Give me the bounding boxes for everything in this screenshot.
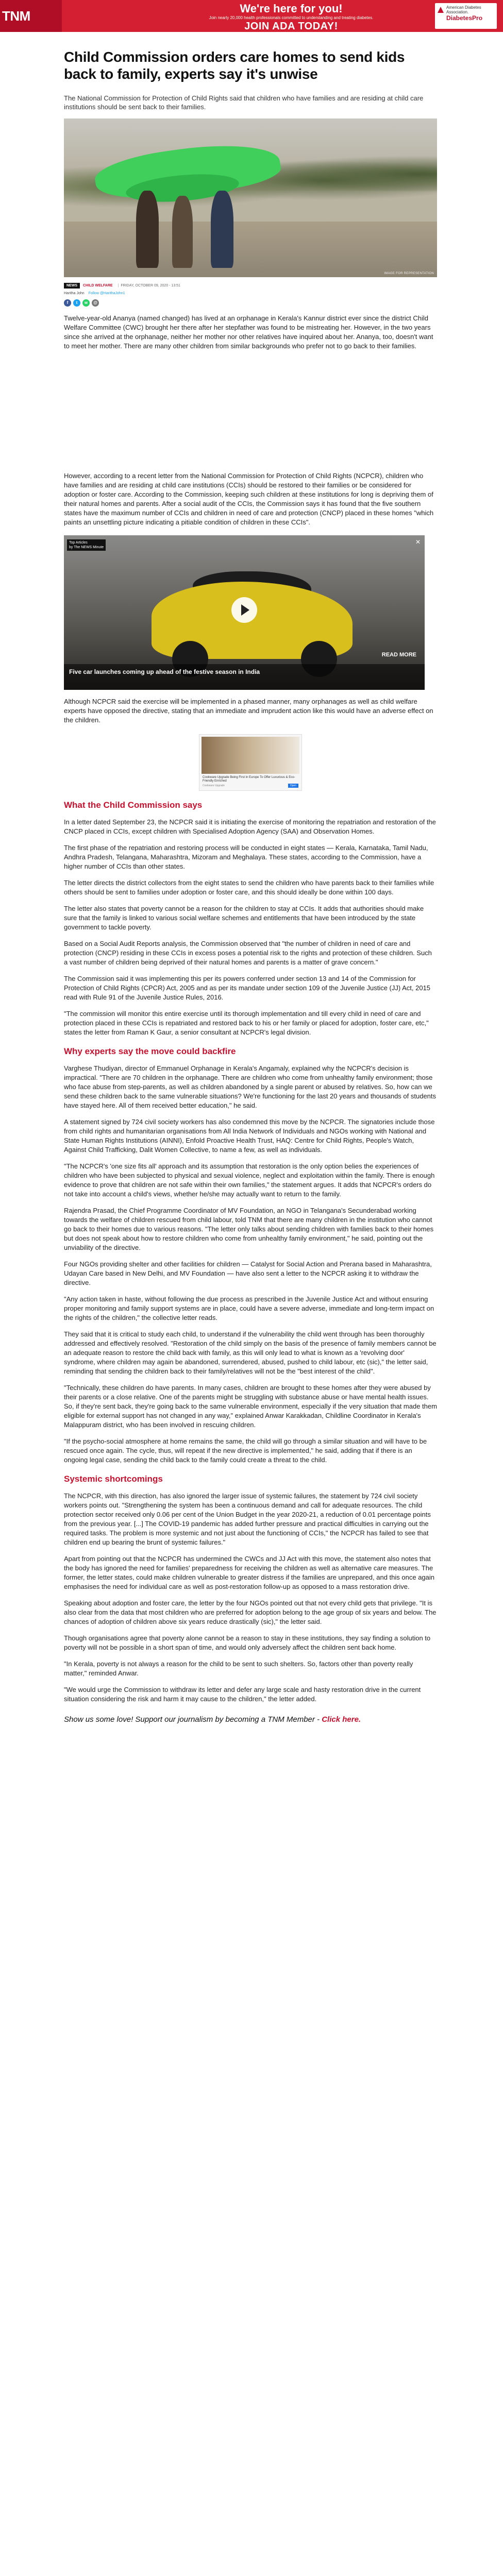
meta-separator: | — [118, 283, 119, 287]
paragraph: Though organisations agree that poverty alone cannot be a reason to stay in these institutions, they say finding a solution to poverty will not be possible in a short span of time, and would only adversely affect the children sent back home. — [64, 1634, 431, 1651]
logo-suffix: Minute — [2, 40, 41, 56]
close-icon[interactable]: ✕ — [415, 538, 421, 546]
ad-image — [202, 737, 299, 774]
section-tag[interactable]: CHILD WELFARE — [83, 283, 113, 287]
article-title: Child Commission orders care homes to send kids back to family, experts say it's unwise — [64, 49, 405, 82]
ad-space — [64, 351, 437, 464]
publish-date: FRIDAY, OCTOBER 09, 2020 - 13:51 — [121, 283, 180, 287]
category-badge[interactable]: NEWS — [64, 283, 80, 289]
paragraph: The letter also states that poverty cannot be a reason for the children to stay at CCIs. It adds that authorities should make sure that the family is linked to various social welfare schemes and entitlements that have been introduced by the state government to tackle poverty. — [64, 905, 424, 931]
paragraph: "The NCPCR's 'one size fits all' approach and its assumption that restoration is the only option belies the experiences of children who have been subjected to physical and sexual violence, neglect and exploitation within the family. There is enough evidence to prove that children are not safe within their own families," the statement argues. It adds that NCPCR's orders do not take into account a child's views, whether he/she may actually want to return to the family. — [64, 1162, 435, 1198]
triangle-icon — [438, 7, 444, 13]
share-bar — [64, 299, 437, 307]
site-logo[interactable] — [0, 0, 62, 56]
hero-child — [136, 191, 159, 268]
ad-cta-button[interactable]: JOIN ADA TODAY! — [244, 21, 338, 32]
twitter-icon[interactable]: t — [73, 299, 80, 307]
support-callout — [64, 1714, 437, 1725]
byline — [64, 292, 437, 295]
top-bar — [0, 0, 503, 56]
paragraph: A statement signed by 724 civil society workers has also condemned this move by the NCPCR. The signatories include those from child rights and humanitarian organisations from All India Network of Individuals and NGOs working with National and State Human Rights Institutions (AINNI), Enfold Proactive Health Trust, HAQ: Centre for Child Rights, People's Watch, Against Child Trafficking, Dalit Women Collective, to name a few, as well as individuals. — [64, 1118, 435, 1154]
whatsapp-icon[interactable]: w — [82, 299, 90, 307]
ada-brand-line1: American Diabetes Association. — [446, 5, 481, 14]
ad-open-button[interactable]: Open — [288, 784, 298, 788]
read-more-button[interactable]: READ MORE — [381, 652, 416, 658]
ada-brand-line2: DiabetesPro — [446, 14, 483, 22]
paragraph: However, according to a recent letter from the National Commission for Protection of Child Rights (NCPCR), children who have families and are residing at child care institutions (CCIs) should be restored to their families or be considered for adoption or foster care. According to the Commission, keeping such children at these institutions for long is depriving them of their natural homes and parents. After a social audit of the CCIs, the Commission says it has found that the five southern states have the maximum number of CCIs and children in need of care and protection (CNCP) placed in these homes "which paints an unsettling picture indicating a pitiable condition of children in these CCIs". — [64, 472, 434, 526]
paragraph: The first phase of the repatriation and restoring process will be conducted in eight states — Kerala, Karnataka, Tamil Nadu, Andhra Pradesh, Telangana, Maharashtra, Mizoram and Meghalaya. These states, according to the Commission, have a higher number of CCIs than other states. — [64, 844, 428, 870]
top-articles-label — [67, 539, 106, 551]
hero-ground — [64, 222, 437, 277]
paragraph: In a letter dated September 23, the NCPCR said it is initiating the exercise of monitoring the repatriation and restoration of the CNCP placed in CCIs, except children with Specialised Adoption Agency (SAA) and Observation Homes. — [64, 818, 436, 835]
paragraph: Based on a Social Audit Reports analysis, the Commission observed that "the number of children in need of care and protection (CNCP) residing in these CCIs in excess poses a potential risk to the rights and protection of these children. Such a vast number of children being deprived of their natural homes and parents is a matter of grave concern." — [64, 940, 432, 966]
inline-ad[interactable] — [199, 734, 302, 791]
paragraph: Although NCPCR said the exercise will be implemented in a phased manner, many orphanages as well as child welfare experts have opposed the directive, stating that an immediate and imprudent action like this would have an adverse effect on the children. — [64, 698, 433, 724]
image-credit: IMAGE FOR REPRESENTATION — [384, 272, 434, 275]
support-link[interactable]: Click here. — [322, 1715, 361, 1724]
article-body — [64, 314, 437, 1725]
ada-logo — [435, 3, 497, 29]
article-meta — [64, 281, 437, 290]
section-heading: Why experts say the move could backfire — [64, 1046, 236, 1056]
ad-title: Cookware Upgrade Being First in Europe To Offer Luxurious & Eco-Friendly Enriched — [203, 776, 295, 783]
article — [64, 32, 437, 1725]
email-icon[interactable]: @ — [92, 299, 99, 307]
top-articles-title: Top Articles — [69, 541, 88, 545]
support-text: Show us some love! Support our journalism by becoming a TNM Member - — [64, 1715, 322, 1724]
twitter-follow-link[interactable]: Follow @HarithaJohn1 — [88, 292, 125, 295]
paragraph: Speaking about adoption and foster care, the letter by the four NGOs pointed out that not every child gets that privilege. "It is also clear from the data that most children who are preferred for adoption belong to the age group of six years and below. The chances of adoption of children above six years reduce drastically (sic)," the letter said. — [64, 1599, 437, 1625]
paragraph: Twelve-year-old Ananya (named changed) has lived at an orphanage in Kerala's Kannur district ever since the district Child Welfare Committee (CWC) brought her there after her stepfather was found to be mistreating her. However, in the two years since she arrived at the orphanage, neither her mother nor other relatives have inquired about her. Ananya, too, doesn't want to meet her mother. There are many other children from similar backgrounds who prefer not to go back to their families. — [64, 314, 433, 350]
section-heading: Systemic shortcomings — [64, 1474, 163, 1484]
facebook-icon[interactable]: f — [64, 299, 71, 307]
ad-banner[interactable] — [62, 0, 503, 32]
paragraph: Apart from pointing out that the NCPCR has undermined the CWCs and JJ Act with this move, the statement also notes that the body has ignored the need for families' preparedness for receiving the children as well as alternative care measures. The former, the letter states, could make children vulnerable to greater distress if the families are unprepared, and this once again emphasises the need for individual care as well as post-restoration follow-up as opposed to a mass restoration drive. — [64, 1555, 434, 1590]
article-deck: The National Commission for Protection of Child Rights said that children who have families and are residing at child care institutions should be sent back to their families. — [64, 94, 424, 111]
video-player[interactable] — [64, 535, 425, 690]
paragraph: Four NGOs providing shelter and other facilities for children — Catalyst for Social Action and Prerana based in Maharashtra, Udayan Care based in New Delhi, and MV Foundation — have also sent a letter to the NCPCR asking it to withdraw the directive. — [64, 1260, 432, 1286]
paragraph: The Commission said it was implementing this per its powers conferred under section 13 and 14 of the Commission for Protection of Child Rights (CPCR) Act, 2005 and as per its mandate under section 109 of the Juvenile Justice (JJ) Act, 2015 read with Rule 91 of the Juvenile Justice Rules, 2016. — [64, 975, 431, 1001]
hero-child — [211, 191, 233, 268]
section-heading: What the Child Commission says — [64, 800, 203, 810]
play-icon[interactable] — [231, 597, 257, 623]
paragraph: "Any action taken in haste, without following the due process as prescribed in the Juvenile Justice Act and without ensuring proper monitoring and family support systems are in place, could have a severe adverse, immediate and long-term impact on the rights of the children," the collective letter reads. — [64, 1295, 434, 1321]
hero-image — [64, 118, 437, 277]
hero-child — [172, 196, 193, 268]
paragraph: "We would urge the Commission to withdraw its letter and defer any large scale and hasty restoration drive in the current situation considering the risk and harm it may cause to the children," the letter added. — [64, 1686, 421, 1703]
paragraph: Varghese Thudiyan, director of Emmanuel Orphanage in Kerala's Angamaly, explained why the NCPCR's decision is impractical. "There are 70 children in the orphanage. There are children who come from unhealthy family environment; those who face abuse from step-parents, as well as children abandoned by a single parent or abused by relatives. So, how can we send these children back to the same vulnerable situations? We're functioning for the last 20 years and thousands of students have stayed here. All of them received better education," he said. — [64, 1064, 437, 1109]
video-caption: Five car launches coming up ahead of the festive season in India — [64, 664, 425, 690]
top-articles-sub: by The NEWS Minute — [69, 546, 104, 549]
ad-subline: Join nearly 20,000 health professionals committed to understanding and treating diabetes. — [209, 15, 374, 20]
ad-headline: We're here for you! — [240, 2, 343, 15]
paragraph: They said that it is critical to study each child, to understand if the vulnerability the child went through has been thoroughly addressed and effectively resolved. "Restoration of the child simply on the basis of the presence of family members cannot be an adequate reason to restore the child back with family, as this will only lead to what is known as a 'revolving door' syndrome, where children may again be abandoned, surrendered, abused, pushed to child labour, etc (sic)," the letter said, reminding that sending the children back to their family/relatives will not be the "best interest of the child". — [64, 1330, 437, 1375]
paragraph: "Technically, these children do have parents. In many cases, children are brought to these homes after they were abused by their parents or a close relative. One of the parents might be struggling with substance abuse or have mental health issues. So, if they're sent back, they're going back to the same vulnerable environment, especially if the very situation that made them eligible for external support has not changed in any way," explained Anwar Karakkadan, Childline Coordinator in Kerala's Malappuram district, who has been involved in rescuing children. — [64, 1384, 437, 1429]
paragraph: "In Kerala, poverty is not always a reason for the child to be sent to such shelters. So, factors other than poverty really matter," reminded Anwar. — [64, 1660, 413, 1677]
paragraph: "The commission will monitor this entire exercise until its thorough implementation and till every child in need of care and protection placed in these CCIs is repatriated and restored back to his or her family or placed for adoption, foster care, etc," states the letter from Raman K Gaur, a senior consultant at NCPCR's legal division. — [64, 1010, 429, 1036]
paragraph: The letter directs the district collectors from the eight states to send the children who have parents back to their families while others should be sent to families under adoption or foster care, and this should ideally be done within 100 days. — [64, 879, 434, 896]
paragraph: Rajendra Prasad, the Chief Programme Coordinator of MV Foundation, an NGO in Telangana's Secunderabad working towards the welfare of children rescued from child labour, told TNM that there are many children in the institution who cannot go back to their homes due to various reasons. "The letter only talks about sending children with families back to their homes but does not speak about how to restore children who come from unhealthy family environment," he said, pointing out the unviability of the directive. — [64, 1207, 434, 1251]
paragraph: "If the psycho-social atmosphere at home remains the same, the child will go through a similar situation and will have to be rescued once again. The cycle, thus, will repeat if the new directive is implemented," he said, adding that if there is an ongoing legal case, sending the child back to the family could create a threat to the child. — [64, 1437, 427, 1464]
ad-source: Cookware Upgrade — [203, 784, 225, 787]
logo-text: TNM — [2, 8, 30, 24]
paragraph: The NCPCR, with this direction, has also ignored the larger issue of systemic failures, the statement by 724 civil society workers points out. "Strengthening the system has been a continuous demand and call for adequate resources. The child protection sector received only 0.06 per cent of the Union Budget in the year 2020-21, a reduction of 0.01 percentage points from the previous year. [...] The COVID-19 pandemic has added further pressure and practical difficulties in carrying out the required tasks. The problem is more systemic and not just about the functioning of CCIs," the NCPCR has failed to see that children end up bearing the brunt of systemic failures." — [64, 1492, 431, 1546]
byline-name[interactable]: Haritha John — [64, 292, 85, 295]
